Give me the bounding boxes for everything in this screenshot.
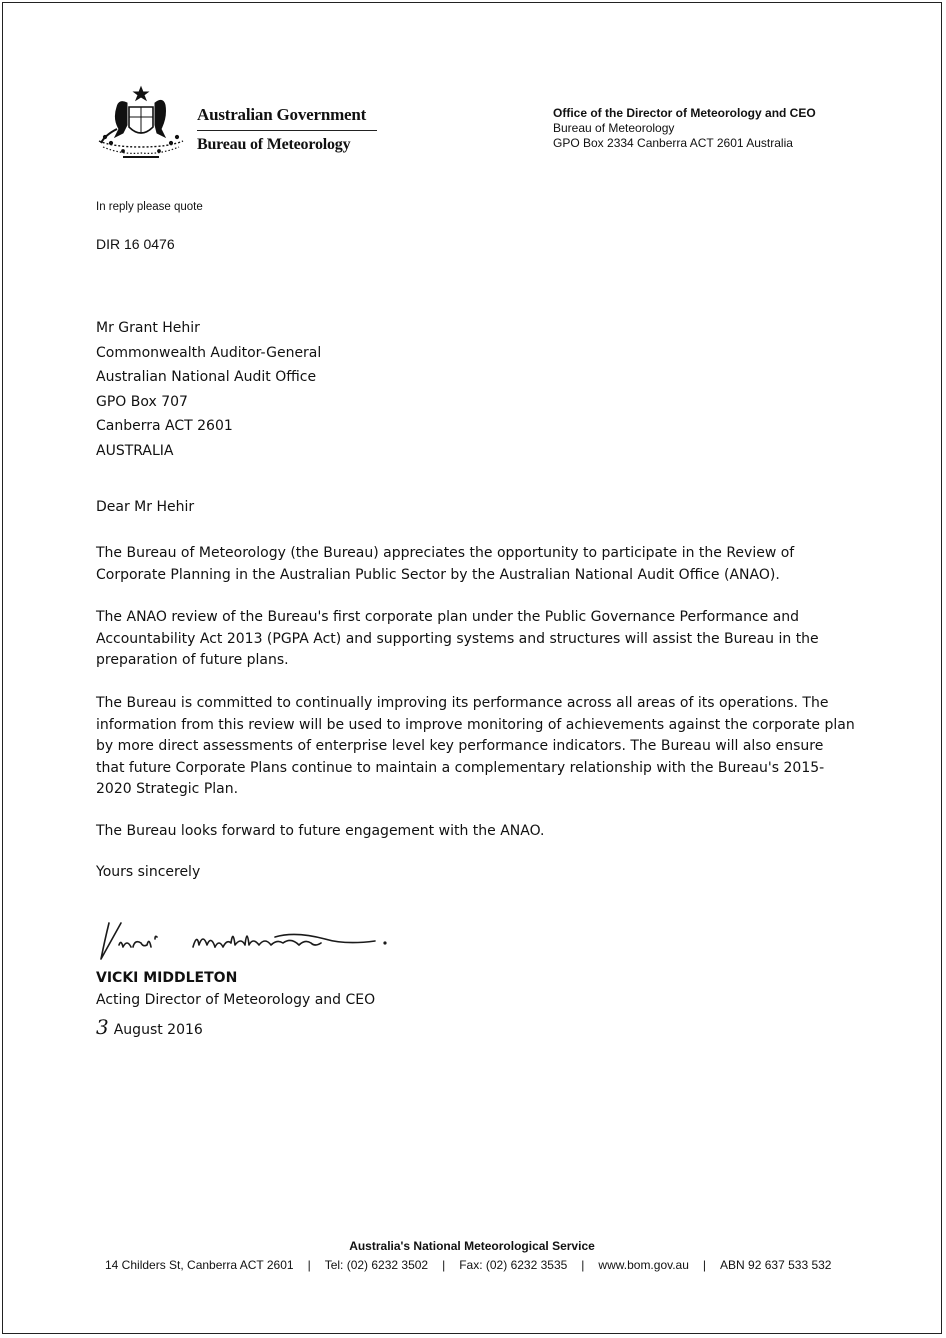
footer-website: www.bom.gov.au <box>598 1258 689 1272</box>
address-line: Commonwealth Auditor-General <box>96 344 322 361</box>
closing: Yours sincerely <box>96 864 201 880</box>
address-line: Mr Grant Hehir <box>96 320 200 336</box>
recipient-address <box>96 316 321 463</box>
address-line: GPO Box 707 <box>96 393 188 410</box>
signatory-name: VICKI MIDDLETON <box>96 970 238 986</box>
footer-tel: Tel: (02) 6232 3502 <box>324 1258 429 1272</box>
salutation: Dear Mr Hehir <box>96 499 195 515</box>
footer-address: 14 Childers St, Canberra ACT 2601 <box>105 1258 294 1272</box>
footer-title: Australia's National Meteorological Service <box>349 1239 595 1253</box>
reference-number: DIR 16 0476 <box>96 236 175 252</box>
letter-page <box>2 2 942 1334</box>
footer-fax: Fax: (02) 6232 3535 <box>459 1258 568 1272</box>
reply-quote-label: In reply please quote <box>96 201 203 213</box>
bureau-name: Bureau of Meteorology <box>197 136 351 153</box>
office-address-block <box>553 106 816 151</box>
footer-separator: | <box>307 1258 311 1272</box>
body-paragraph: The ANAO review of the Bureau's first corporate plan under the Public Governance Performance and Accountability Act 2013 (PGPA Act) and supporting systems and structures will assist the Bureau in the preparation of future plans. <box>96 609 819 668</box>
office-line: Bureau of Meteorology <box>553 121 675 135</box>
letterhead-divider <box>197 130 377 131</box>
office-line: GPO Box 2334 Canberra ACT 2601 Australia <box>553 136 793 150</box>
body-paragraph: The Bureau of Meteorology (the Bureau) appreciates the opportunity to participate in the Review of Corporate Planning in the Australian Public Sector by the Australian National Audit Office (ANAO). <box>96 545 795 583</box>
footer-contact-row <box>105 1258 831 1272</box>
date-day-handwritten: 3 <box>96 1015 109 1039</box>
agency-name: Australian Government <box>197 105 367 124</box>
footer-separator: | <box>442 1258 446 1272</box>
signatory-title: Acting Director of Meteorology and CEO <box>96 992 376 1008</box>
office-title: Office of the Director of Meteorology and CEO <box>553 106 816 120</box>
footer-abn: ABN 92 637 533 532 <box>720 1258 832 1272</box>
date-text: August 2016 <box>113 1022 203 1038</box>
address-line: Australian National Audit Office <box>96 369 317 385</box>
body-paragraph: The Bureau looks forward to future engagement with the ANAO. <box>96 823 545 839</box>
footer-separator: | <box>702 1258 707 1272</box>
address-line: AUSTRALIA <box>96 442 174 459</box>
address-line: Canberra ACT 2601 <box>96 418 233 434</box>
letter-date <box>96 1015 203 1039</box>
footer-separator: | <box>581 1258 585 1272</box>
coat-of-arms-logo <box>93 85 189 163</box>
handwritten-signature <box>95 903 425 965</box>
body-paragraph: The Bureau is committed to continually improving its performance across all areas of its operations. The information from this review will be used to improve monitoring of achievements against the corporate plan by more direct assessments of enterprise level key performance indicators. The Bureau will also ensure that future Corporate Plans continue to maintain a complementary relationship with the Bureau's 2015-2020 Strategic Plan. <box>96 695 855 797</box>
